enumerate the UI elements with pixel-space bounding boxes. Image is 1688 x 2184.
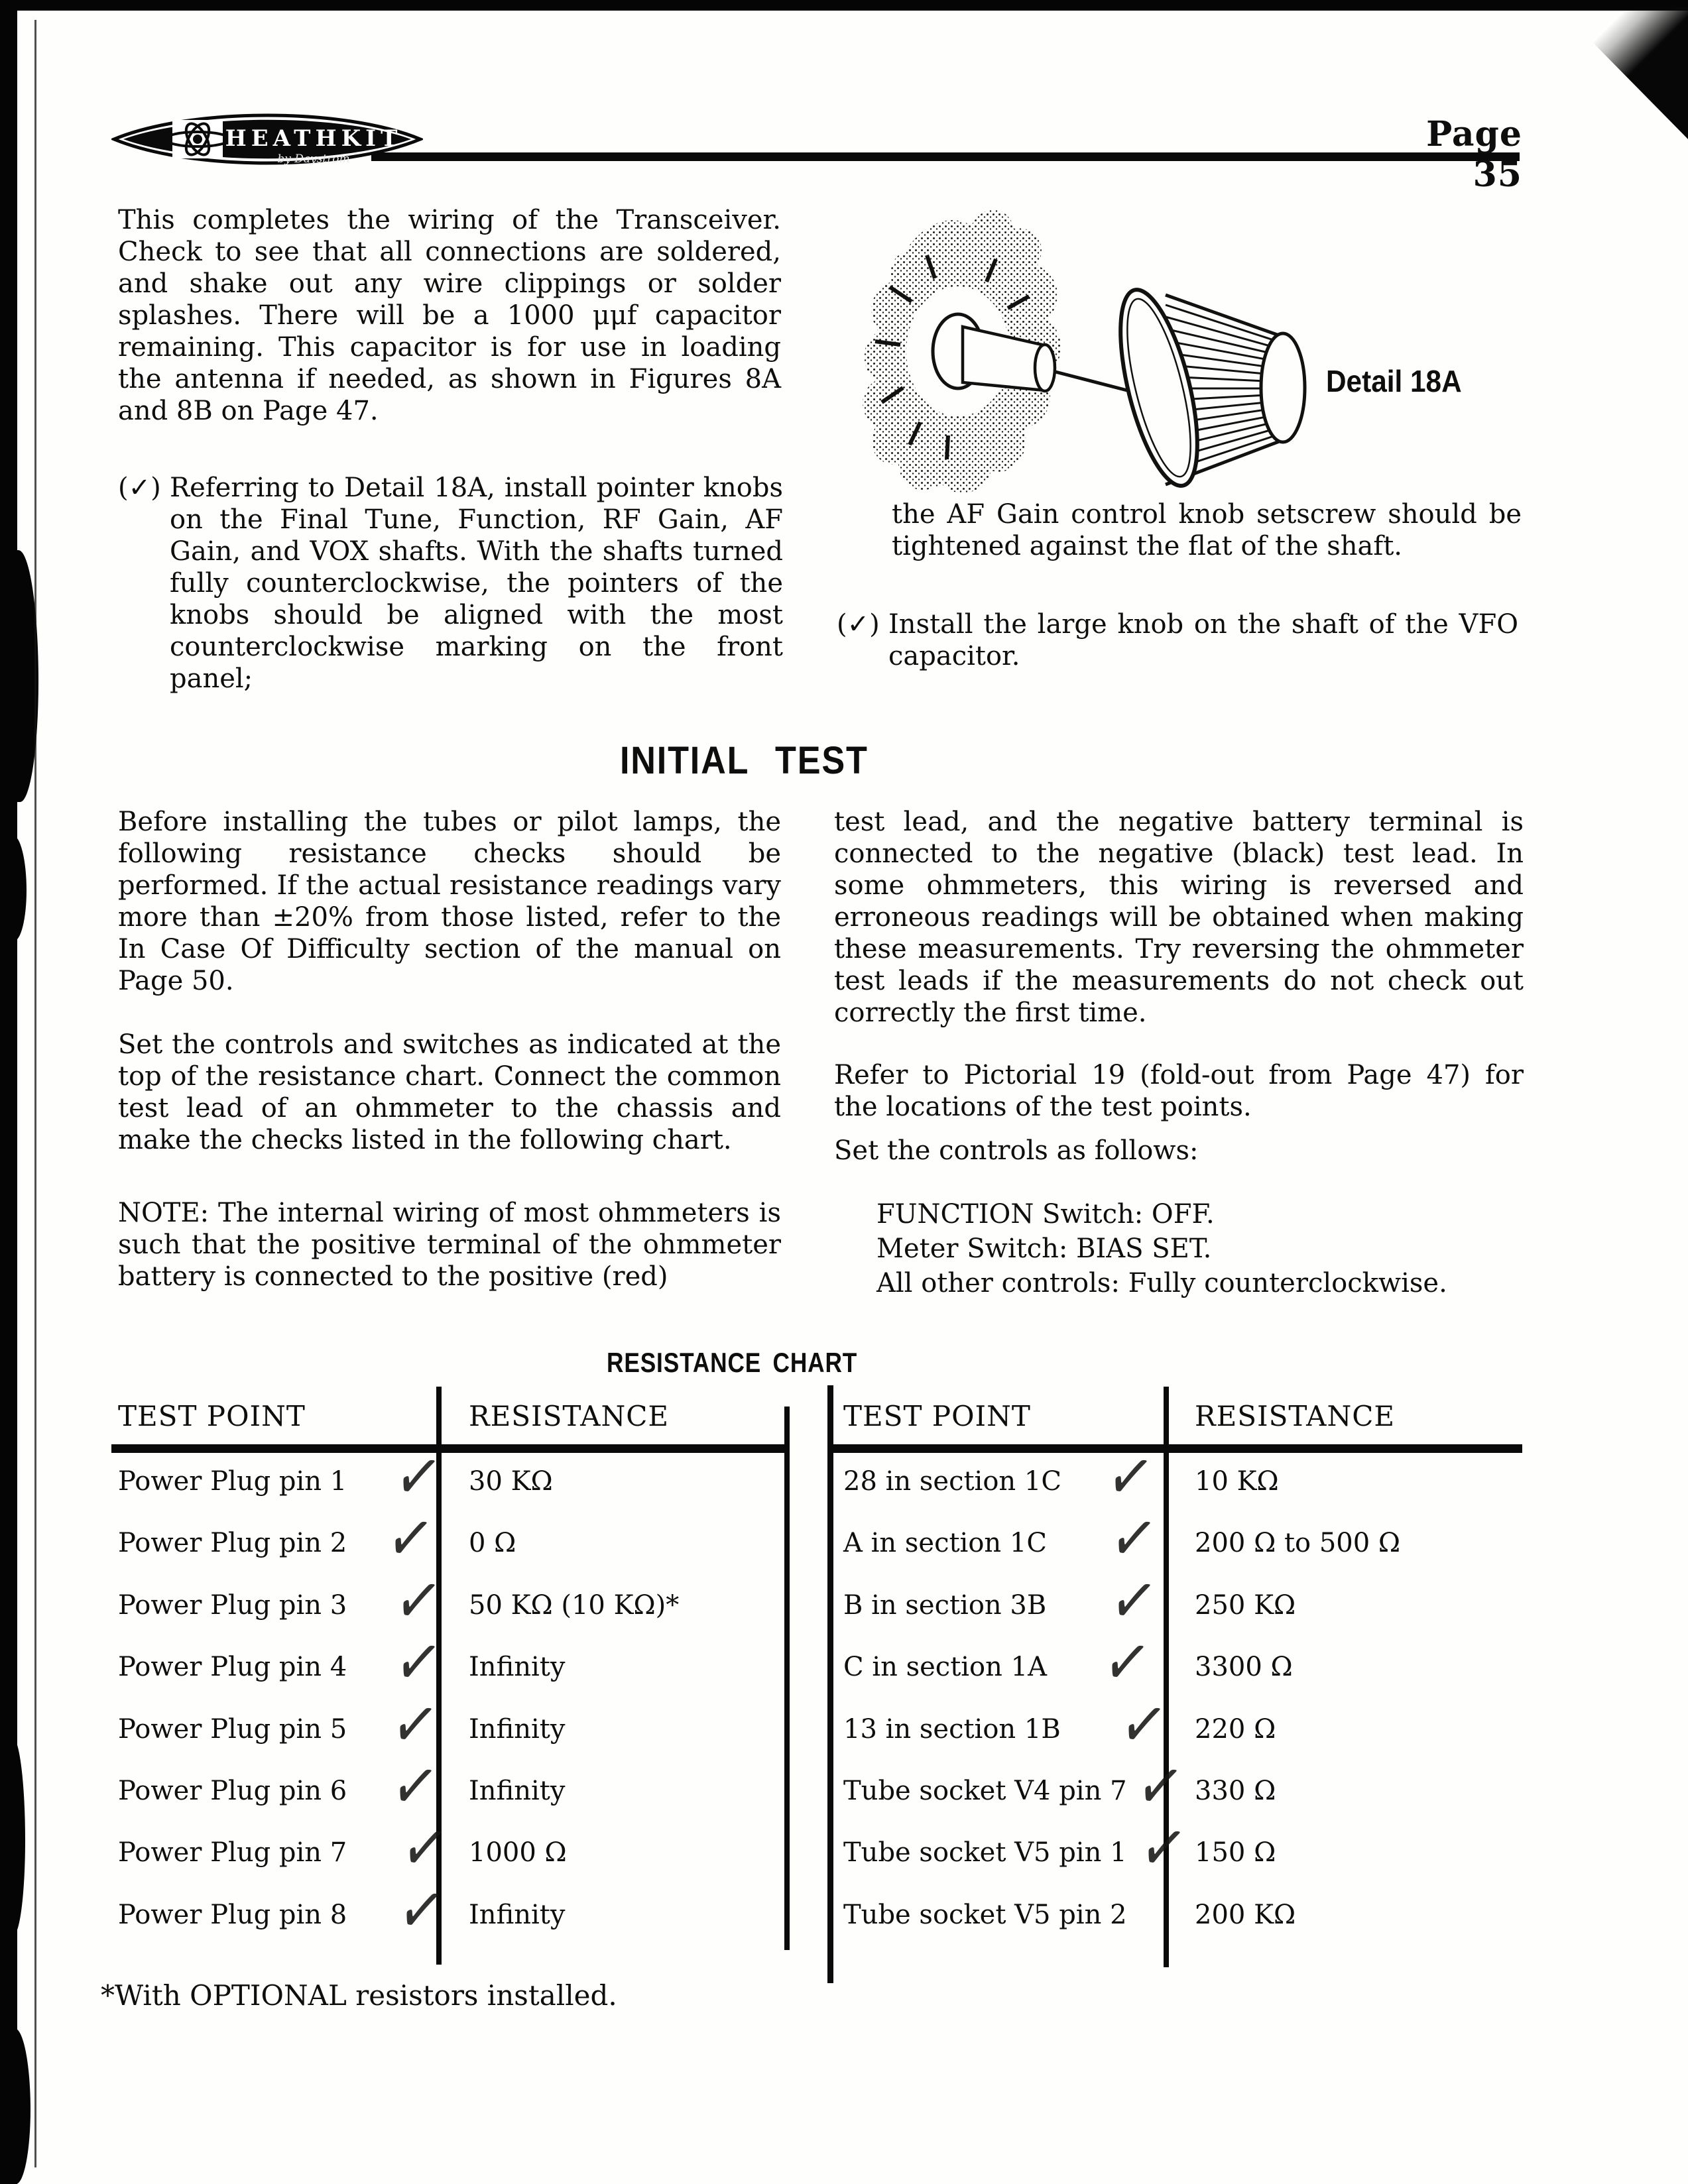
resistance-cell: 1000 Ω bbox=[469, 1837, 567, 1868]
table-row bbox=[843, 1621, 1522, 1713]
handwritten-check-icon: ✓ bbox=[395, 1806, 454, 1892]
checklist-item-vfo-knob bbox=[837, 608, 1522, 672]
checklist-item-text: Install the large knob on the shaft of the VFO capacitor. bbox=[888, 609, 1518, 671]
resistance-cell: 330 Ω bbox=[1195, 1775, 1276, 1806]
resistance-cell: 3300 Ω bbox=[1195, 1652, 1293, 1683]
resistance-cell: 30 KΩ bbox=[469, 1466, 553, 1497]
test-point-cell: C in section 1A bbox=[843, 1652, 1047, 1683]
right-table-header-rule bbox=[827, 1444, 1522, 1453]
resistance-cell: 200 Ω to 500 Ω bbox=[1195, 1528, 1401, 1559]
alignment-line bbox=[1055, 372, 1132, 392]
scan-artifact-top-edge bbox=[0, 0, 1688, 11]
resistance-cell: Infinity bbox=[469, 1775, 566, 1806]
header-rule bbox=[371, 152, 1520, 161]
test-point-cell: Power Plug pin 3 bbox=[118, 1589, 347, 1621]
test-point-cell: Tube socket V5 pin 1 bbox=[843, 1837, 1127, 1868]
handwritten-check-icon: ✓ bbox=[385, 1744, 444, 1829]
table-row bbox=[118, 1434, 781, 1528]
test-point-cell: Power Plug pin 4 bbox=[118, 1652, 347, 1683]
resistance-cell: 220 Ω bbox=[1195, 1713, 1276, 1745]
checklist-item-text: Referring to Detail 18A, install pointer knobs on the Final Tune, Function, RF Gain, AF Gain, and VOX shafts. With the shafts turned fully counterclockwise, the pointers of the knobs should be aligned with the most counterclockwise marking on the front panel; bbox=[170, 473, 783, 694]
section-heading-resistance-chart: RESISTANCE CHART bbox=[607, 1347, 858, 1378]
table-footnote: *With OPTIONAL resistors installed. bbox=[101, 1979, 617, 2012]
table-row bbox=[843, 1434, 1522, 1528]
scan-artifact-blob bbox=[0, 1737, 25, 1935]
handwritten-check-icon: ✓ bbox=[1097, 1621, 1156, 1706]
left-table-header-rule bbox=[111, 1444, 789, 1453]
checklist-continuation-text: the AF Gain control knob setscrew should be tightened against the flat of the shaft. bbox=[892, 499, 1522, 561]
test-point-cell: Power Plug pin 5 bbox=[118, 1713, 347, 1745]
detail-label: Detail 18A bbox=[1326, 364, 1462, 398]
test-point-cell: Power Plug pin 1 bbox=[118, 1466, 347, 1497]
pointer-knob bbox=[1105, 282, 1305, 492]
initial-test-right-paragraph-1: test lead, and the negative battery terminal is connected to the negative (black) test lead. In some ohmmeters, this wiring is reversed and erroneous readings will be obtained when making these measurements. Try reversing the ohmmeter test leads if the measurements do not check out correctly the first time. bbox=[834, 807, 1524, 1028]
test-point-cell: Tube socket V5 pin 2 bbox=[843, 1899, 1127, 1930]
table-row bbox=[118, 1558, 781, 1652]
resistance-cell: Infinity bbox=[469, 1899, 566, 1930]
intro-paragraph: This completes the wiring of the Transceiver. Check to see that all connections are soldered, and shake out any wire clippings or solder splashes. There will be a 1000 μμf capacitor remaining. This capacitor is for use in loading the antenna if needed, as shown in Figures 8A and 8B on Page 47. bbox=[118, 205, 781, 426]
table-row bbox=[118, 1497, 781, 1589]
test-point-cell: Power Plug pin 2 bbox=[118, 1528, 347, 1559]
table-row bbox=[843, 1806, 1522, 1899]
initial-test-right-paragraph-2: Refer to Pictorial 19 (fold-out from Page 47) for the locations of the test points. bbox=[834, 1060, 1524, 1122]
left-table-header-resistance: RESISTANCE bbox=[469, 1400, 670, 1432]
checkmark-parens: (✓) bbox=[118, 473, 161, 503]
resistance-cell: Infinity bbox=[469, 1652, 566, 1683]
handwritten-check-icon: ✓ bbox=[1104, 1558, 1163, 1644]
section-heading-initial-test: INITIAL TEST bbox=[620, 739, 869, 782]
table-row bbox=[118, 1868, 781, 1961]
control-settings-list bbox=[876, 1197, 1447, 1300]
right-table-header-resistance: RESISTANCE bbox=[1195, 1400, 1396, 1432]
test-point-cell: A in section 1C bbox=[843, 1528, 1047, 1559]
table-row bbox=[118, 1806, 781, 1899]
scan-artifact-blob bbox=[0, 550, 38, 802]
logo-brand-text: HEATHKIT bbox=[225, 125, 402, 152]
left-table-right-border bbox=[784, 1407, 790, 1950]
table-row bbox=[843, 1558, 1522, 1652]
resistance-cell: 50 KΩ (10 KΩ)* bbox=[469, 1589, 680, 1621]
resistance-cell: 10 KΩ bbox=[1195, 1466, 1279, 1497]
heathkit-logo bbox=[111, 106, 423, 172]
table-row bbox=[843, 1900, 1522, 1961]
resistance-cell: 200 KΩ bbox=[1195, 1899, 1296, 1930]
handwritten-check-icon: ✓ bbox=[381, 1497, 440, 1582]
resistance-cell: 250 KΩ bbox=[1195, 1589, 1296, 1621]
setting-other-controls: All other controls: Fully counterclockwise. bbox=[876, 1268, 1447, 1298]
table-row bbox=[843, 1497, 1522, 1589]
table-row bbox=[118, 1682, 781, 1776]
handwritten-check-icon: ✓ bbox=[392, 1868, 451, 1953]
handwritten-check-icon: ✓ bbox=[385, 1682, 444, 1768]
left-table-header-test-point: TEST POINT bbox=[118, 1400, 306, 1432]
scan-artifact-corner-fold bbox=[1529, 7, 1688, 139]
logo-tagline-text: by Daystrom bbox=[277, 152, 350, 166]
scan-artifact-blob bbox=[0, 2028, 30, 2184]
right-table-header-test-point: TEST POINT bbox=[843, 1400, 1031, 1432]
initial-test-note-paragraph: NOTE: The internal wiring of most ohmmeters is such that the positive terminal of the ohmmeter battery is connected to the positive (red) bbox=[118, 1198, 781, 1292]
initial-test-right-paragraph-3: Set the controls as follows: bbox=[834, 1135, 1199, 1166]
left-resistance-table bbox=[118, 1434, 781, 1961]
initial-test-left-paragraph-2: Set the controls and switches as indicated at the top of the resistance chart. Connect the common test lead of an ohmmeter to the chassis and make the checks listed in the following chart. bbox=[118, 1029, 781, 1155]
resistance-cell: Infinity bbox=[469, 1713, 566, 1745]
handwritten-check-icon: ✓ bbox=[1101, 1434, 1160, 1521]
setting-meter-switch: Meter Switch: BIAS SET. bbox=[876, 1234, 1212, 1264]
handwritten-check-icon: ✓ bbox=[389, 1434, 448, 1521]
test-point-cell: B in section 3B bbox=[843, 1589, 1047, 1621]
handwritten-check-icon: ✓ bbox=[1104, 1497, 1163, 1582]
checkmark-parens: (✓) bbox=[837, 609, 880, 640]
setting-function-switch: FUNCTION Switch: OFF. bbox=[876, 1199, 1215, 1230]
handwritten-check-icon: ✓ bbox=[1130, 1744, 1189, 1829]
resistance-cell: 0 Ω bbox=[469, 1528, 516, 1559]
test-point-cell: 28 in section 1C bbox=[843, 1466, 1061, 1497]
test-point-cell: Tube socket V4 pin 7 bbox=[843, 1775, 1127, 1806]
handwritten-check-icon: ✓ bbox=[1114, 1682, 1173, 1768]
right-resistance-table bbox=[843, 1434, 1522, 1961]
table-row bbox=[118, 1621, 781, 1713]
handwritten-check-icon: ✓ bbox=[389, 1558, 448, 1644]
scan-artifact-crease-line bbox=[34, 20, 36, 2167]
test-point-cell: 13 in section 1B bbox=[843, 1713, 1061, 1745]
test-point-cell: Power Plug pin 8 bbox=[118, 1899, 347, 1930]
scan-artifact-blob bbox=[0, 835, 27, 941]
knob-face bbox=[1261, 333, 1305, 442]
page-number: Page 35 bbox=[1426, 114, 1522, 195]
knob-detail-illustration bbox=[849, 189, 1333, 507]
handwritten-check-icon: ✓ bbox=[389, 1621, 448, 1706]
right-table-left-border bbox=[827, 1385, 833, 1983]
handwritten-check-icon: ✓ bbox=[1134, 1806, 1193, 1892]
initial-test-left-paragraph-1: Before installing the tubes or pilot lamps, the following resistance checks should be performed. If the actual resistance readings vary more than ±20% from those listed, refer to the In Case Of Difficulty section of the manual on Page 50. bbox=[118, 807, 781, 996]
test-point-cell: Power Plug pin 7 bbox=[118, 1837, 347, 1868]
shaft-end bbox=[1035, 345, 1055, 391]
test-point-cell: Power Plug pin 6 bbox=[118, 1775, 347, 1806]
checklist-item-pointer-knobs bbox=[118, 472, 783, 695]
resistance-cell: 150 Ω bbox=[1195, 1837, 1276, 1868]
